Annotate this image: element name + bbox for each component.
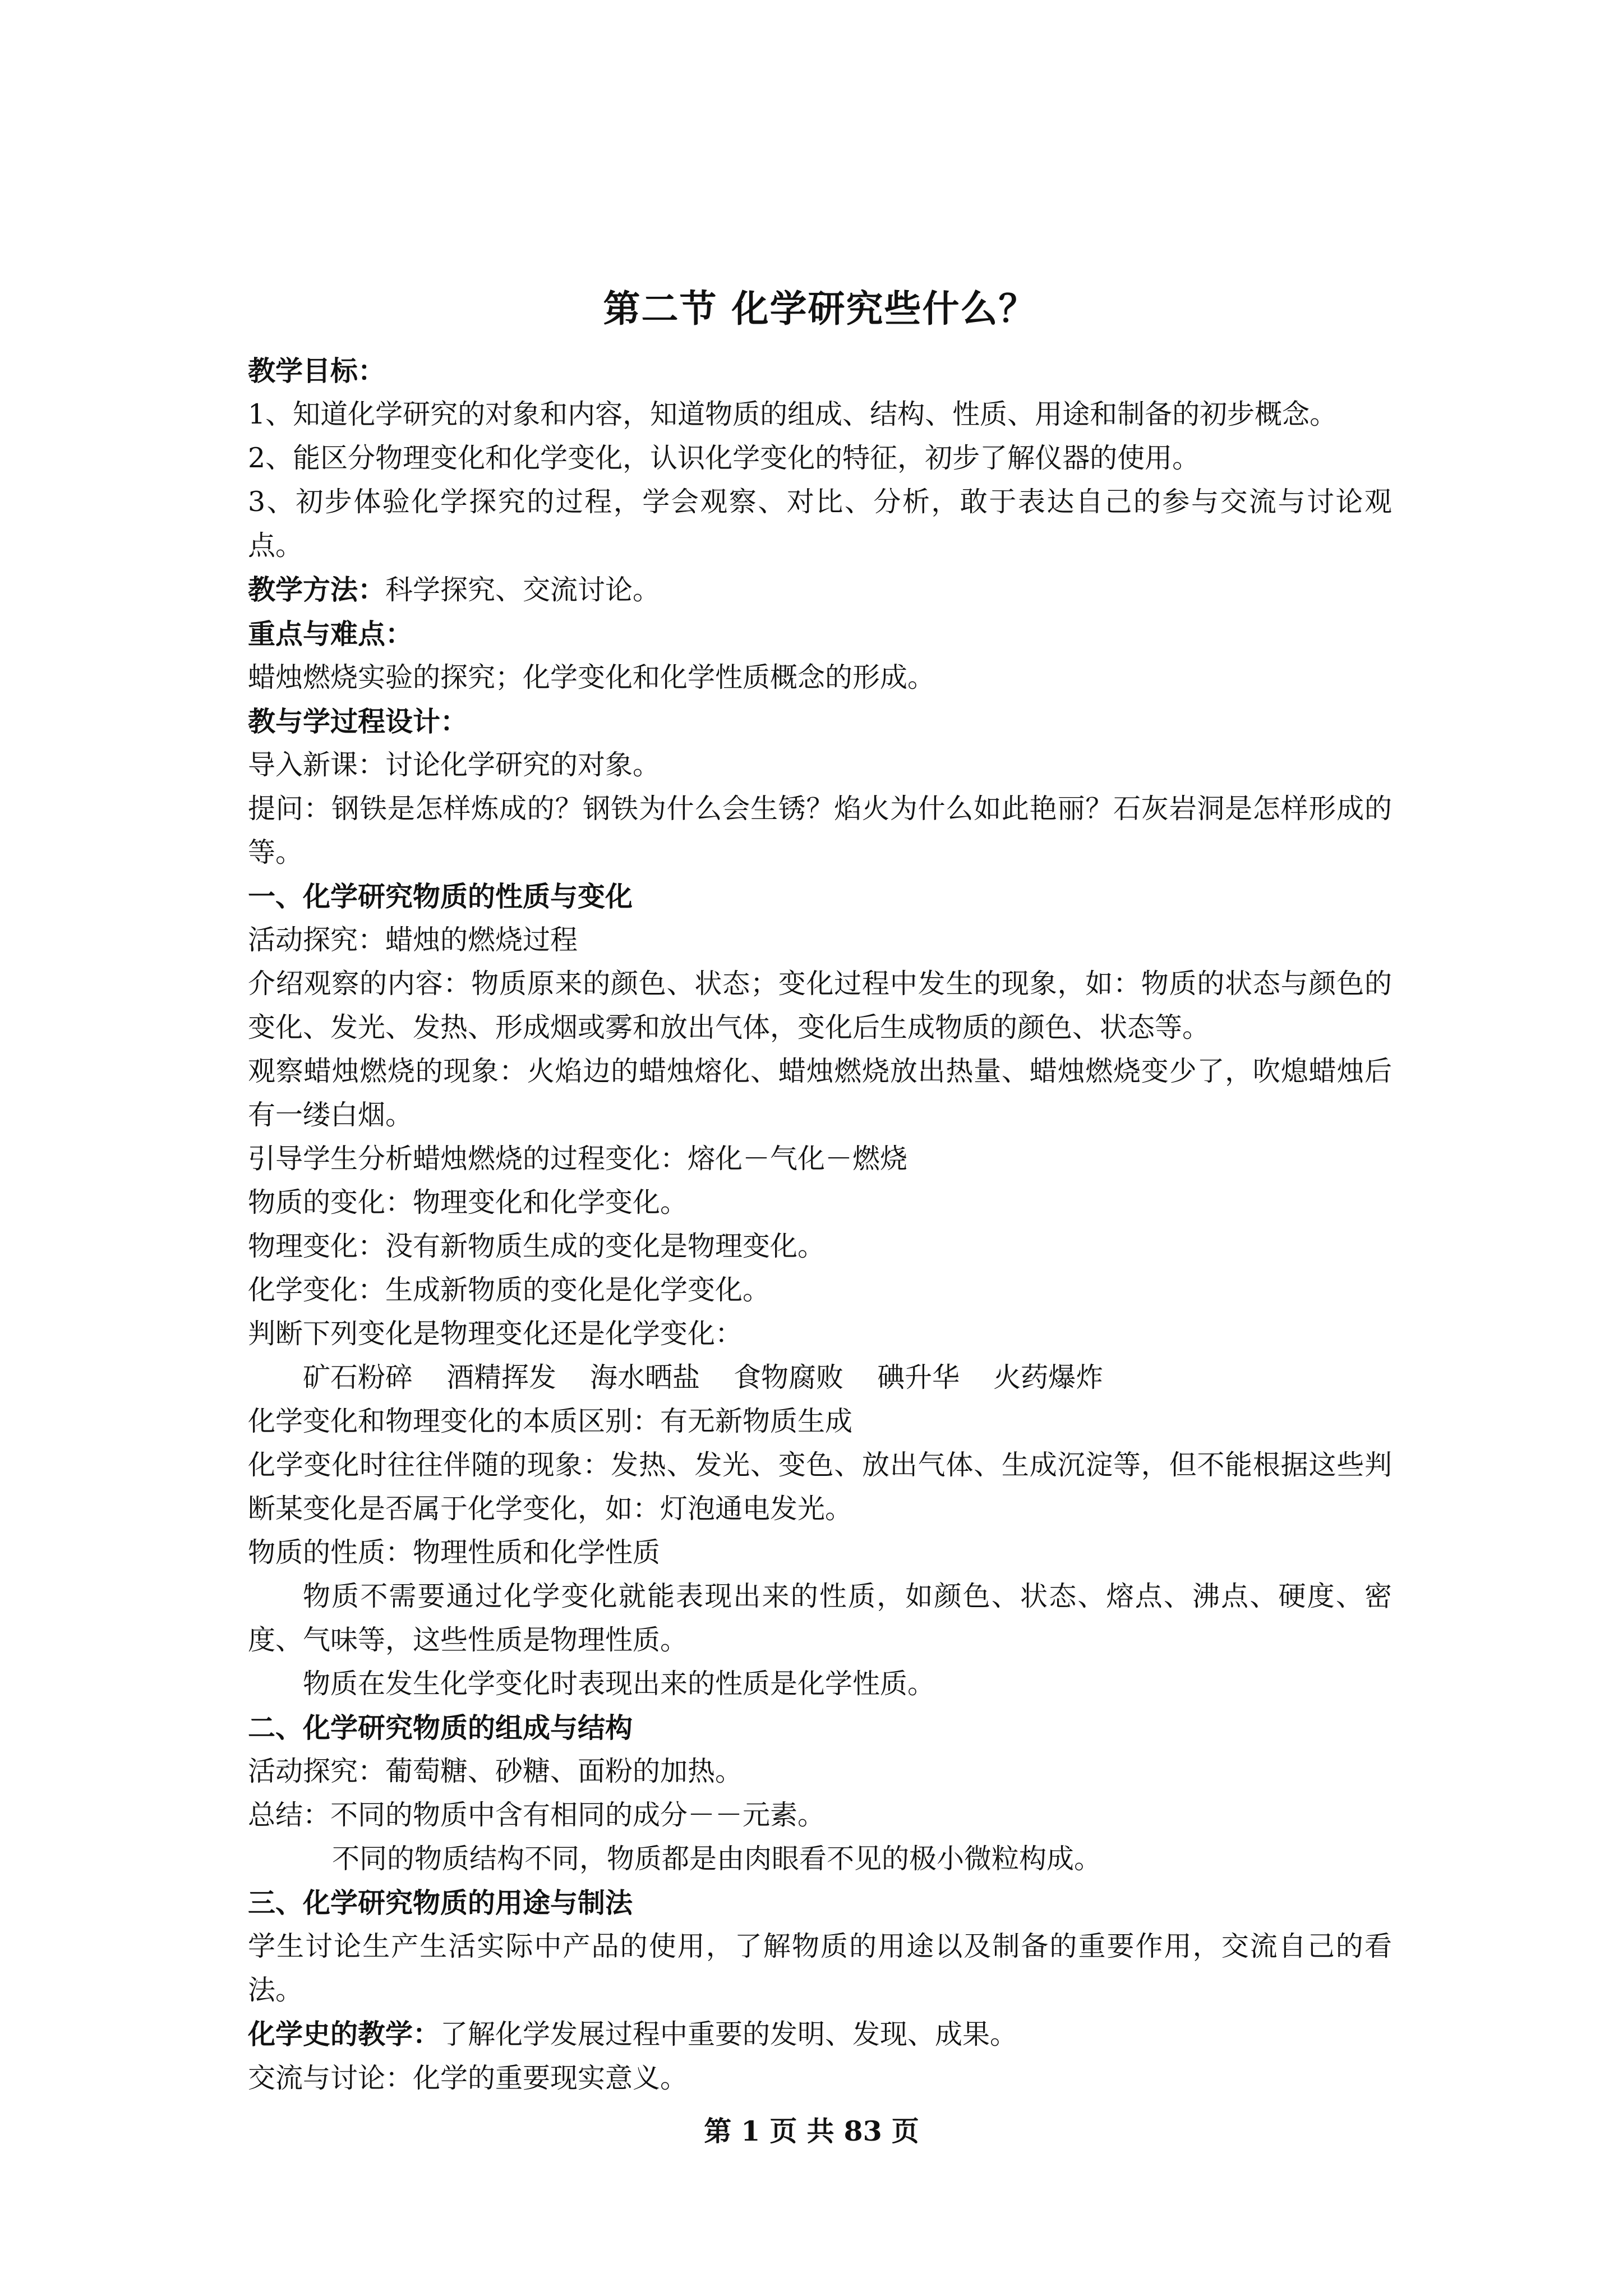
section1-line: 化学变化时往往伴随的现象：发热、发光、变色、放出气体、生成沉淀等，但不能根据这些判断某变化是否属于化学变化，如：灯泡通电发光。 [248, 1449, 1392, 1525]
method-label: 教学方法： [248, 573, 386, 606]
section1-line: 判断下列变化是物理变化还是化学变化： [248, 1318, 743, 1350]
section2-summary-2: 不同的物质结构不同，物质都是由肉眼看不见的极小微粒构成。 [332, 1843, 1102, 1875]
section-heading-2: 二、化学研究物质的组成与结构 [248, 1711, 633, 1744]
section3-text: 学生讨论生产生活实际中产品的使用，了解物质的用途以及制备的重要作用，交流自己的看法。 [248, 1930, 1392, 2006]
section2-summary: 总结：不同的物质中含有相同的成分－－元素。 [248, 1799, 826, 1831]
change-term: 食物腐败 [734, 1361, 844, 1393]
section1-line: 物质的性质：物理性质和化学性质 [248, 1536, 661, 1568]
intro-line: 导入新课：讨论化学研究的对象。 [248, 749, 661, 781]
section2-activity: 活动探究：葡萄糖、砂糖、面粉的加热。 [248, 1755, 743, 1787]
section-heading-1: 一、化学研究物质的性质与变化 [248, 880, 633, 913]
section1-line: 活动探究：蜡烛的燃烧过程 [248, 924, 578, 956]
method-paragraph [248, 568, 1392, 612]
section1-line: 物质的变化：物理变化和化学变化。 [248, 1186, 688, 1218]
objective-item: 1、知道化学研究的对象和内容，知道物质的组成、结构、性质、用途和制备的初步概念。 [248, 398, 1338, 430]
change-term: 矿石粉碎 [303, 1361, 413, 1393]
section1-line: 物理变化：没有新物质生成的变化是物理变化。 [248, 1230, 826, 1262]
keypoints-heading: 重点与难点： [248, 618, 413, 650]
objective-item: 3、初步体验化学探究的过程，学会观察、对比、分析，敢于表达自己的参与交流与讨论观点。 [248, 486, 1392, 562]
keypoints-text: 蜡烛燃烧实验的探究；化学变化和化学性质概念的形成。 [248, 661, 935, 693]
section1-line: 介绍观察的内容：物质原来的颜色、状态；变化过程中发生的现象，如：物质的状态与颜色的变化、发光、发热、形成烟或雾和放出气体，变化后生成物质的颜色、状态等。 [248, 968, 1392, 1043]
document-page [248, 280, 1392, 2100]
history-label: 化学史的教学： [248, 2018, 441, 2050]
page-footer: 第 1 页 共 83 页 [704, 2115, 919, 2147]
objectives-heading: 教学目标： [248, 355, 386, 387]
change-term: 酒精挥发 [446, 1361, 557, 1393]
section1-indented: 物质不需要通过化学变化就能表现出来的性质，如颜色、状态、熔点、沸点、硬度、密度、气味等，这些性质是物理性质。 [248, 1580, 1392, 1656]
method-text: 科学探究、交流讨论。 [385, 574, 661, 606]
process-heading: 教与学过程设计： [248, 705, 468, 738]
objective-item: 2、能区分物理变化和化学变化，认识化学变化的特征，初步了解仪器的使用。 [248, 442, 1200, 474]
change-term: 海水晒盐 [590, 1361, 700, 1393]
section1-indented: 物质在发生化学变化时表现出来的性质是化学性质。 [303, 1668, 935, 1700]
section1-line: 化学变化：生成新物质的变化是化学变化。 [248, 1274, 771, 1306]
history-paragraph [248, 2012, 1392, 2056]
section1-line: 化学变化和物理变化的本质区别：有无新物质生成 [248, 1405, 853, 1437]
change-term: 碘升华 [877, 1361, 960, 1393]
change-term: 火药爆炸 [993, 1361, 1104, 1393]
section1-line: 观察蜡烛燃烧的现象：火焰边的蜡烛熔化、蜡烛燃烧放出热量、蜡烛燃烧变少了，吹熄蜡烛后有一缕白烟。 [248, 1055, 1392, 1131]
intro-question: 提问：钢铁是怎样炼成的？钢铁为什么会生锈？焰火为什么如此艳丽？石灰岩洞是怎样形成的等。 [248, 793, 1392, 868]
section1-line: 引导学生分析蜡烛燃烧的过程变化：熔化－气化－燃烧 [248, 1143, 908, 1175]
page-title: 第二节 化学研究些什么？ [603, 287, 1037, 330]
discussion-line: 交流与讨论：化学的重要现实意义。 [248, 2062, 688, 2094]
change-terms-list [248, 1356, 1392, 1400]
history-text: 了解化学发展过程中重要的发明、发现、成果。 [440, 2018, 1018, 2050]
section-heading-3: 三、化学研究物质的用途与制法 [248, 1887, 633, 1919]
